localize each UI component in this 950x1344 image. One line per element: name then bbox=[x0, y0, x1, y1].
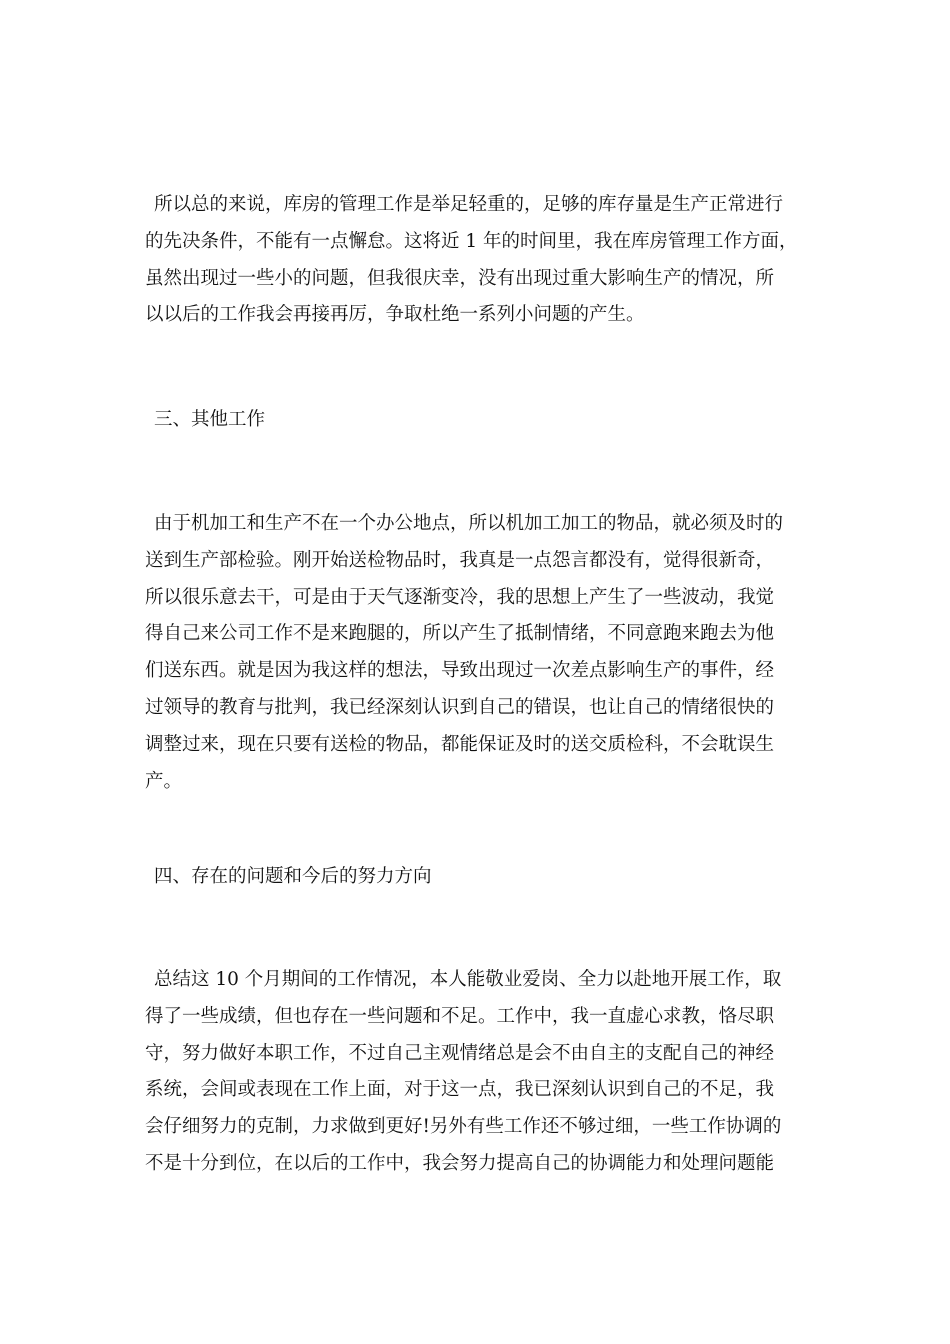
text-line: 所以总的来说，库房的管理工作是举足轻重的，足够的库存量是生产正常进行 bbox=[154, 194, 784, 215]
text-line: 产。 bbox=[145, 770, 183, 792]
heading-text: 三、其他工作 bbox=[154, 409, 266, 430]
text-line: 系统，会间或表现在工作上面，对于这一点，我已深刻认识到自己的不足，我 bbox=[145, 1079, 775, 1101]
text-line: 过领导的教育与批判，我已经深刻认识到自己的错误，也让自己的情绪很快的 bbox=[145, 696, 775, 718]
text-line: 守，努力做好本职工作，不过自己主观情绪总是会不由自主的支配自己的神经 bbox=[145, 1042, 775, 1064]
text-line: 的先决条件，不能有一点懈怠。这将近 1 年的时间里，我在库房管理工作方面， bbox=[145, 230, 798, 252]
heading-text: 四、存在的问题和今后的努力方向 bbox=[154, 866, 432, 887]
paragraph-problems-direction bbox=[145, 962, 810, 1183]
text-line: 以以后的工作我会再接再厉，争取杜绝一系列小问题的产生。 bbox=[145, 304, 645, 326]
text-line: 所以很乐意去干，可是由于天气逐渐变冷，我的思想上产生了一些波动，我觉 bbox=[145, 586, 775, 608]
text-line: 调整过来，现在只要有送检的物品，都能保证及时的送交质检科，不会耽误生 bbox=[145, 733, 775, 755]
text-line: 送到生产部检验。刚开始送检物品时，我真是一点怨言都没有，觉得很新奇， bbox=[145, 549, 775, 571]
text-line: 得自己来公司工作不是来跑腿的，所以产生了抵制情绪，不同意跑来跑去为他 bbox=[145, 623, 775, 645]
section-heading-problems-direction bbox=[145, 859, 810, 896]
text-line: 总结这 10 个月期间的工作情况，本人能敬业爱岗、全力以赴地开展工作，取 bbox=[154, 969, 782, 990]
section-heading-other-work bbox=[145, 402, 810, 439]
text-line: 由于机加工和生产不在一个办公地点，所以机加工加工的物品，就必须及时的 bbox=[154, 513, 784, 534]
text-line: 得了一些成绩，但也存在一些问题和不足。工作中，我一直虚心求教，恪尽职 bbox=[145, 1005, 775, 1027]
text-line: 虽然出现过一些小的问题，但我很庆幸，没有出现过重大影响生产的情况，所 bbox=[145, 267, 775, 289]
text-line: 不是十分到位，在以后的工作中，我会努力提高自己的协调能力和处理问题能 bbox=[145, 1152, 775, 1174]
paragraph-other-work bbox=[145, 506, 810, 800]
text-line: 会仔细努力的克制，力求做到更好!另外有些工作还不够过细，一些工作协调的 bbox=[145, 1116, 782, 1138]
text-line: 们送东西。就是因为我这样的想法，导致出现过一次差点影响生产的事件，经 bbox=[145, 660, 775, 682]
paragraph-warehouse-summary bbox=[145, 187, 810, 334]
